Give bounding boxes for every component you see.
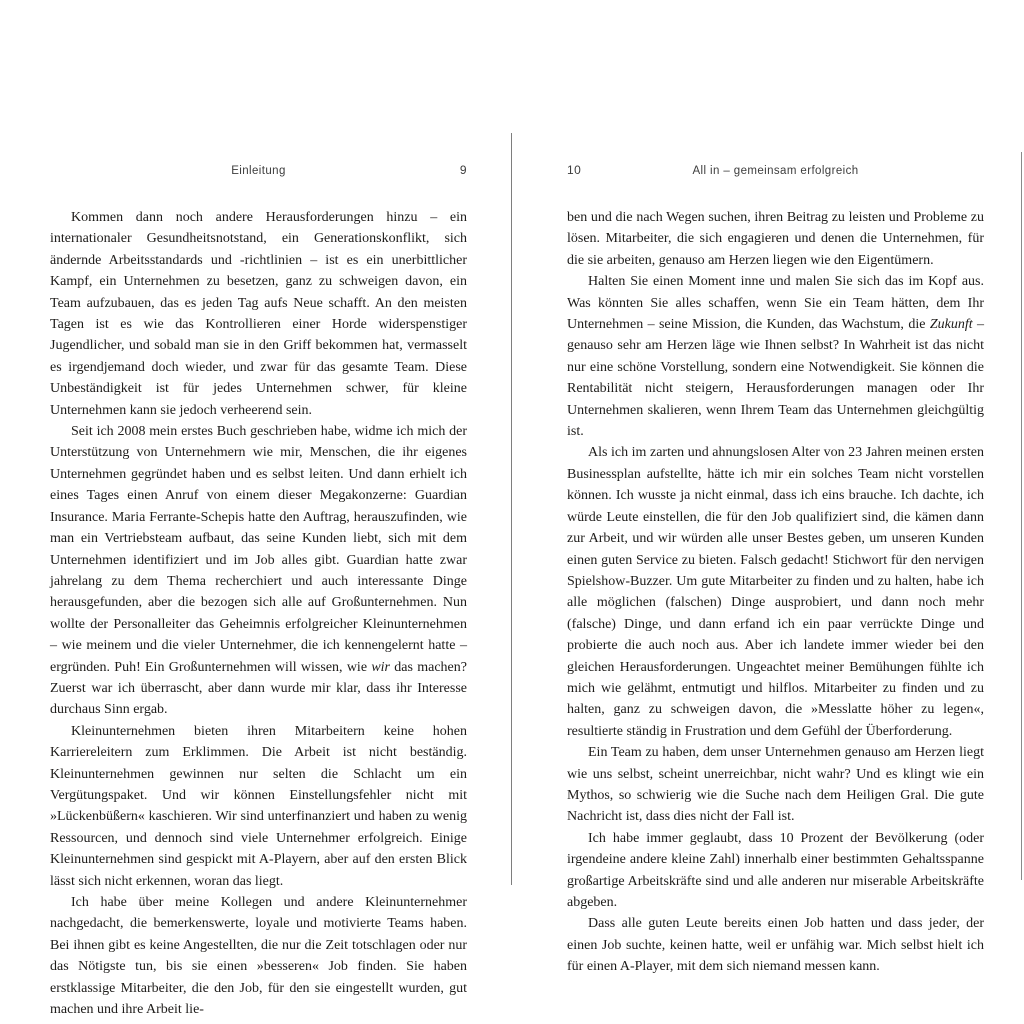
page-number-right: 10 <box>567 163 582 177</box>
left-page <box>50 163 467 1020</box>
paragraph: Kleinunternehmen bieten ihren Mitarbeitern keine hohen Karriereleitern zum Erklimmen. Die Arbeit ist nicht beständig. Kleinunternehmen gewinnen nur selten die Schlacht um ein Vergütungspaket. Und wir können Einstellungsfehler nicht mit »Lückenbüßern« kaschieren. Wir sind unterfinanziert und haben zu wenig Ressourcen, und dennoch sind viele Unternehmer erfolgreich. Einige Kleinunternehmen sind gespickt mit A-Playern, aber auf den ersten Blick lässt sich nicht erkennen, woran das liegt. <box>50 723 467 889</box>
paragraph: Seit ich 2008 mein erstes Buch geschrieben habe, widme ich mich der Unterstützung von Unternehmern wie mir, Menschen, die ihr eigenes Unternehmen gegründet haben und es selbst leiten. Und dann erhielt ich eines Tages einen Anruf von einem dieser Megakonzerne: Guardian Insurance. Maria Ferrante-Schepis hatte den Auftrag, herauszufinden, wie man ein Vertriebsteam aufbaut, das seine Kunden liebt, sich mit dem Unternehmen identifiziert und im Job alles gibt. Guardian hatte zwar jahrelang zu dem Thema recherchiert und auch interessante Dinge herausgefunden, aber die bezogen sich alle auf Großunternehmen. Nun wollte der Personalleiter das Geheimnis erfolgreicher Kleinunternehmen – wie meinem und die vieler Unternehmer, die ich kennengelernt hatte – ergründen. Puh! Ein Großunternehmen will wissen, wie wir das machen? Zuerst war ich überrascht, aber dann wurde mir klar, dass ihr Interesse durchaus Sinn ergab. <box>50 424 467 718</box>
paragraph: Als ich im zarten und ahnungslosen Alter von 23 Jahren meinen ersten Businessplan aufstellte, hätte ich mir ein solches Team nicht vorstellen können. Ich wusste ja nicht einmal, dass ich eins brauche. Ich dachte, ich würde Leute einstellen, die für den Job qualifiziert sind, die kämen dann zur Arbeit, und wir würden alle unser Bestes geben, um unseren Kunden einen guten Service zu bieten. Falsch gedacht! Stichwort für den nervigen Spielshow-Buzzer. Um gute Mitarbeiter zu finden und zu halten, habe ich alle möglichen (falschen) Dinge ausprobiert, und dann noch mehr (falsche) Dinge, und dann erfand ich ein paar verrückte Dinge und probierte die auch noch aus. Aber ich landete immer wieder bei den gleichen Herausforderungen. Ungeachtet meiner Bemühungen fühlte ich mich wie gelähmt, entmutigt und hilflos. Mitarbeiter zu finden und zu halten, ganz zu schweigen davon, die »Messlatte höher zu legen«, resultierte ständig in Frustration und dem Gefühl der Überforderung. <box>567 445 984 739</box>
running-head-left: Einleitung <box>231 165 286 177</box>
page-gutter-line <box>511 133 512 885</box>
paragraph: ben und die nach Wegen suchen, ihren Beitrag zu leisten und Probleme zu lösen. Mitarbeiter, die sich engagieren und denen die Unternehmen, für die sie arbeiten, genauso am Herzen liegen wie den Eigentümern. <box>567 210 984 268</box>
right-page-body <box>567 207 984 978</box>
paragraph: Ich habe immer geglaubt, dass 10 Prozent der Bevölkerung (oder irgendeine andere kleine Zahl) innerhalb einer bestimmten Gehaltsspanne großartige Arbeitskräfte sind und alle anderen nur miserable Arbeitskräfte abgeben. <box>567 830 984 910</box>
paragraph: Kommen dann noch andere Herausforderungen hinzu – ein internationaler Gesundheitsnotstand, ein Generationskonflikt, sich ändernde Arbeitsstandards und -richtlinien – ist es ein unerbittlicher Kampf, ein Unternehmen zu besetzen, ganz zu schweigen davon, ein Team aufzubauen, das es jeden Tag aufs Neue schafft. An den meisten Tagen ist es wie das Kontrollieren einer Horde widerspenstiger Jugendlicher, und sobald man sie in den Griff bekommen hat, vermasselt es irgendjemand doch wieder, und zwar für das gesamte Team. Diese Unbeständigkeit ist für jedes Unternehmen schwer, für kleine Unternehmen kann sie jedoch verheerend sein. <box>50 210 467 418</box>
page-number-left: 9 <box>459 163 467 177</box>
right-page-header <box>567 163 984 179</box>
paragraph: Ich habe über meine Kollegen und andere Kleinunternehmer nachgedacht, die bemerkenswerte, loyale und motivierte Teams haben. Bei ihnen gibt es keine Angestellten, die nur die Zeit totschlagen oder nur das Nötigste tun, bis sie einen »besseren« Job finden. Sie haben erstklassige Mitarbeiter, die den Job, für den sie eingestellt wurden, gut machen und ihre Arbeit lie- <box>50 895 467 1018</box>
running-head-right: All in – gemeinsam erfolgreich <box>692 165 859 177</box>
right-page <box>567 163 984 978</box>
left-page-header <box>50 163 467 179</box>
left-page-body <box>50 207 467 1020</box>
paragraph: Ein Team zu haben, dem unser Unternehmen genauso am Herzen liegt wie uns selbst, scheint unerreichbar, nicht wahr? Und es klingt wie ein Mythos, so schwierig wie die Suche nach dem Heiligen Gral. Die gute Nachricht ist, dass dies nicht der Fall ist. <box>567 745 984 825</box>
page-edge-line <box>1021 152 1022 880</box>
paragraph: Halten Sie einen Moment inne und malen Sie sich das im Kopf aus. Was könnten Sie alles schaffen, wenn Sie ein Team hätten, dem Ihr Unternehmen – seine Mission, die Kunden, das Wachstum, die Zukunft – genauso sehr am Herzen läge wie Ihnen selbst? In Wahrheit ist das nicht nur eine schöne Vorstellung, sondern eine Notwendigkeit. Sie können die Rentabilität nicht steigern, Herausforderungen managen oder Ihr Unternehmen skalieren, wenn Ihrem Team das Unternehmen gleichgültig ist. <box>567 274 985 440</box>
paragraph: Dass alle guten Leute bereits einen Job hatten und dass jeder, der einen Job suchte, keinen hatte, weil er unfähig war. Mich selbst hielt ich für einen A-Player, mit dem sich niemand messen kann. <box>567 916 984 975</box>
